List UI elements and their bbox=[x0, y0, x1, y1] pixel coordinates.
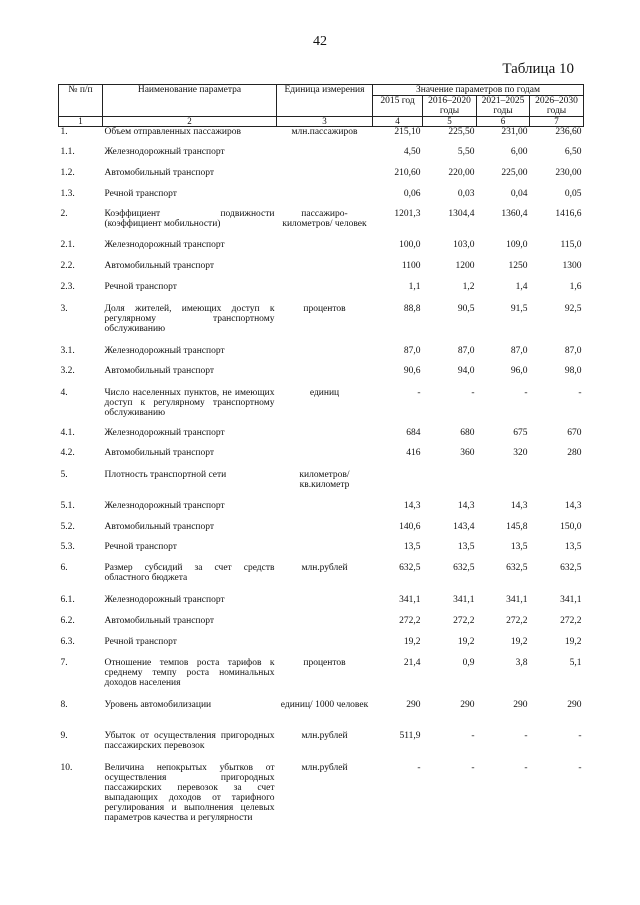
year-value: 632,5 bbox=[506, 562, 528, 573]
unit-of-measure: процентов bbox=[303, 657, 346, 668]
year-value: - bbox=[417, 762, 421, 773]
year-value: 14,3 bbox=[510, 500, 528, 511]
unit-of-measure bbox=[277, 542, 373, 563]
year-value: 87,0 bbox=[564, 345, 582, 356]
row-number: 1. bbox=[60, 127, 68, 137]
parameters-table bbox=[58, 84, 584, 845]
year-value: 0,9 bbox=[462, 657, 475, 668]
year-value: 0,03 bbox=[457, 188, 475, 199]
year-value: 684 bbox=[406, 427, 421, 438]
year-value: 14,3 bbox=[564, 500, 582, 511]
unit-of-measure bbox=[277, 261, 373, 282]
column-numbers-row bbox=[59, 117, 584, 127]
unit-of-measure: процентов bbox=[303, 303, 346, 314]
year-value: 5,1 bbox=[569, 657, 582, 668]
header-year: 2015 год bbox=[373, 96, 423, 117]
unit-of-measure bbox=[277, 616, 373, 637]
unit-of-measure: млн.рублей bbox=[301, 562, 348, 573]
year-value: 0,04 bbox=[510, 188, 528, 199]
year-value: - bbox=[578, 762, 582, 773]
year-value: 320 bbox=[513, 447, 528, 458]
row-number: 4.1. bbox=[60, 427, 75, 438]
year-value: 225,50 bbox=[448, 127, 475, 137]
year-value: - bbox=[524, 387, 528, 398]
unit-of-measure bbox=[277, 366, 373, 388]
row-number: 6.2. bbox=[60, 615, 75, 626]
row-number: 2.3. bbox=[60, 281, 75, 292]
parameter-name: Автомобильный транспорт bbox=[104, 615, 215, 626]
year-value: 91,5 bbox=[510, 303, 528, 314]
parameter-name: Автомобильный транспорт bbox=[104, 521, 215, 532]
year-value: 19,2 bbox=[403, 636, 421, 647]
parameter-name: Речной транспорт bbox=[104, 636, 177, 647]
row-number: 9. bbox=[60, 730, 68, 741]
unit-of-measure: единиц/ 1000 человек bbox=[280, 699, 369, 710]
year-value: 675 bbox=[513, 427, 528, 438]
year-value: - bbox=[578, 730, 582, 741]
parameter-name: Речной транспорт bbox=[104, 541, 177, 552]
table-row bbox=[59, 388, 584, 428]
column-number: 1 bbox=[59, 117, 103, 127]
row-number: 10. bbox=[60, 762, 73, 773]
header-num: № п/п bbox=[59, 85, 103, 117]
parameter-name: Автомобильный транспорт bbox=[104, 365, 215, 376]
row-number: 1.2. bbox=[60, 167, 75, 178]
unit-of-measure bbox=[277, 240, 373, 261]
header-year: 2021–2025 годы bbox=[477, 96, 530, 117]
year-value: 290 bbox=[460, 699, 475, 710]
table-row bbox=[59, 595, 584, 616]
year-value: 632,5 bbox=[560, 562, 582, 573]
parameter-name: Автомобильный транспорт bbox=[104, 447, 215, 458]
year-value: 272,2 bbox=[506, 615, 528, 626]
year-value: 290 bbox=[406, 699, 421, 710]
year-value bbox=[477, 470, 530, 501]
year-value: 143,4 bbox=[453, 521, 475, 532]
year-value: 341,1 bbox=[453, 594, 475, 605]
parameter-name: Уровень автомобилизации bbox=[104, 699, 212, 710]
table-row bbox=[59, 470, 584, 501]
year-value: 90,6 bbox=[403, 365, 421, 376]
year-value: 272,2 bbox=[560, 615, 582, 626]
row-number: 8. bbox=[60, 699, 68, 710]
parameter-name: Величина непокрытых убытков от осуществления пригородных пассажирских перевозок за счет выпадающих доходов от тарифного регулирования и выполнения целевых параметров качества и регулярности bbox=[104, 762, 275, 823]
year-value bbox=[530, 470, 584, 501]
unit-of-measure: млн.рублей bbox=[301, 762, 348, 773]
year-value: 1200 bbox=[455, 260, 475, 271]
year-value: 109,0 bbox=[506, 239, 528, 250]
parameter-name: Железнодорожный транспорт bbox=[104, 239, 225, 250]
year-value: - bbox=[471, 387, 475, 398]
year-value: - bbox=[524, 730, 528, 741]
column-number: 2 bbox=[103, 117, 277, 127]
unit-of-measure: млн.рублей bbox=[301, 730, 348, 741]
year-value: 3,8 bbox=[515, 657, 528, 668]
header-name: Наименование параметра bbox=[103, 85, 277, 117]
year-value: 88,8 bbox=[403, 303, 421, 314]
unit-of-measure bbox=[277, 448, 373, 470]
year-value: 140,6 bbox=[399, 521, 421, 532]
year-value: 0,05 bbox=[564, 188, 582, 199]
year-value: 236,60 bbox=[555, 127, 582, 137]
year-value: 6,00 bbox=[510, 146, 528, 157]
row-number: 3.2. bbox=[60, 365, 75, 376]
parameter-name: Доля жителей, имеющих доступ к регулярному транспортному обслуживанию bbox=[104, 303, 275, 334]
year-value: 13,5 bbox=[564, 541, 582, 552]
year-value: 90,5 bbox=[457, 303, 475, 314]
year-value: 87,0 bbox=[510, 345, 528, 356]
year-value: 4,50 bbox=[403, 146, 421, 157]
page-number: 42 bbox=[313, 34, 327, 49]
table-row bbox=[59, 240, 584, 261]
year-value: 670 bbox=[567, 427, 582, 438]
year-value: 1300 bbox=[562, 260, 582, 271]
parameter-name: Плотность транспортной сети bbox=[104, 469, 227, 480]
row-number: 5.1. bbox=[60, 500, 75, 511]
unit-of-measure: километров/ кв.километр bbox=[299, 469, 350, 490]
column-number: 7 bbox=[530, 117, 584, 127]
year-value: 272,2 bbox=[453, 615, 475, 626]
table-row bbox=[59, 700, 584, 731]
unit-of-measure bbox=[277, 282, 373, 304]
parameter-name: Железнодорожный транспорт bbox=[104, 500, 225, 511]
unit-of-measure bbox=[277, 189, 373, 209]
table-body bbox=[59, 127, 584, 845]
year-value: 5,50 bbox=[457, 146, 475, 157]
row-number: 5. bbox=[60, 469, 68, 480]
year-value: 1,6 bbox=[569, 281, 582, 292]
table-row bbox=[59, 522, 584, 542]
parameter-name: Железнодорожный транспорт bbox=[104, 146, 225, 157]
table-row bbox=[59, 637, 584, 658]
year-value: 1250 bbox=[508, 260, 528, 271]
column-number: 6 bbox=[477, 117, 530, 127]
row-number: 5.2. bbox=[60, 521, 75, 532]
year-value: 290 bbox=[513, 699, 528, 710]
parameter-name: Автомобильный транспорт bbox=[104, 260, 215, 271]
header-year: 2016–2020 годы bbox=[423, 96, 477, 117]
table-row bbox=[59, 448, 584, 470]
year-value: 341,1 bbox=[399, 594, 421, 605]
table-row bbox=[59, 304, 584, 346]
year-value: 21,4 bbox=[403, 657, 421, 668]
parameter-name: Размер субсидий за счет средств областного бюджета bbox=[104, 562, 275, 583]
unit-of-measure bbox=[277, 428, 373, 448]
year-value: 6,50 bbox=[564, 146, 582, 157]
table-row bbox=[59, 168, 584, 189]
unit-of-measure bbox=[277, 501, 373, 522]
parameter-name: Объем отправленных пассажиров bbox=[104, 127, 241, 137]
year-value: 272,2 bbox=[399, 615, 421, 626]
row-number: 6.3. bbox=[60, 636, 75, 647]
parameter-name: Железнодорожный транспорт bbox=[104, 427, 225, 438]
year-value: 215,10 bbox=[394, 127, 421, 137]
year-value: 145,8 bbox=[506, 521, 528, 532]
parameter-name: Железнодорожный транспорт bbox=[104, 345, 225, 356]
parameter-name: Речной транспорт bbox=[104, 281, 177, 292]
table-row bbox=[59, 147, 584, 168]
table-row bbox=[59, 282, 584, 304]
row-number: 2.1. bbox=[60, 239, 75, 250]
year-value: - bbox=[471, 762, 475, 773]
parameter-name: Число населенных пунктов, не имеющих доступ к регулярному транспортному обслуживанию bbox=[104, 387, 275, 418]
header-year: 2026–2030 годы bbox=[530, 96, 584, 117]
header-values-group: Значение параметров по годам bbox=[373, 85, 584, 96]
unit-of-measure: млн.пассажиров bbox=[291, 127, 358, 137]
column-number: 4 bbox=[373, 117, 423, 127]
year-value: 96,0 bbox=[510, 365, 528, 376]
year-value: 1304,4 bbox=[448, 208, 475, 219]
year-value: 19,2 bbox=[457, 636, 475, 647]
table-row bbox=[59, 127, 584, 147]
row-number: 4. bbox=[60, 387, 68, 398]
year-value: 280 bbox=[567, 447, 582, 458]
row-number: 6. bbox=[60, 562, 68, 573]
year-value: - bbox=[417, 387, 421, 398]
year-value: 94,0 bbox=[457, 365, 475, 376]
parameter-name: Коэффициент подвижности (коэффициент мобильности) bbox=[104, 208, 275, 229]
year-value: 0,06 bbox=[403, 188, 421, 199]
year-value: - bbox=[524, 762, 528, 773]
year-value: 680 bbox=[460, 427, 475, 438]
year-value: 13,5 bbox=[510, 541, 528, 552]
year-value bbox=[423, 470, 477, 501]
year-value: 511,9 bbox=[399, 730, 421, 741]
unit-of-measure bbox=[277, 147, 373, 168]
unit-of-measure bbox=[277, 346, 373, 366]
year-value: 341,1 bbox=[560, 594, 582, 605]
table-row bbox=[59, 616, 584, 637]
row-number: 1.3. bbox=[60, 188, 75, 199]
year-value: 1100 bbox=[401, 260, 421, 271]
year-value: 1,4 bbox=[515, 281, 528, 292]
year-value: - bbox=[578, 387, 582, 398]
row-number: 4.2. bbox=[60, 447, 75, 458]
year-value: 230,00 bbox=[555, 167, 582, 178]
table-row bbox=[59, 501, 584, 522]
year-value: 13,5 bbox=[457, 541, 475, 552]
year-value: 231,00 bbox=[501, 127, 528, 137]
year-value: 19,2 bbox=[510, 636, 528, 647]
year-value: 14,3 bbox=[403, 500, 421, 511]
unit-of-measure bbox=[277, 168, 373, 189]
year-value: 100,0 bbox=[399, 239, 421, 250]
table-row bbox=[59, 189, 584, 209]
year-value: 150,0 bbox=[560, 521, 582, 532]
parameter-name: Железнодорожный транспорт bbox=[104, 594, 225, 605]
table-row bbox=[59, 366, 584, 388]
year-value: 210,60 bbox=[394, 167, 421, 178]
year-value: 98,0 bbox=[564, 365, 582, 376]
year-value: 13,5 bbox=[403, 541, 421, 552]
row-number: 2. bbox=[60, 208, 68, 219]
year-value: 225,00 bbox=[501, 167, 528, 178]
year-value: 14,3 bbox=[457, 500, 475, 511]
year-value: 115,0 bbox=[560, 239, 582, 250]
year-value: 87,0 bbox=[403, 345, 421, 356]
parameter-name: Автомобильный транспорт bbox=[104, 167, 215, 178]
table-row bbox=[59, 209, 584, 240]
unit-of-measure: единиц bbox=[309, 387, 340, 398]
year-value: 632,5 bbox=[453, 562, 475, 573]
unit-of-measure: пассажиро-километров/ человек bbox=[282, 208, 367, 229]
year-value: 632,5 bbox=[399, 562, 421, 573]
column-number: 5 bbox=[423, 117, 477, 127]
table-title: Таблица 10 bbox=[502, 61, 574, 77]
row-number: 6.1. bbox=[60, 594, 75, 605]
table-row bbox=[59, 658, 584, 700]
parameter-name: Отношение темпов роста тарифов к среднему темпу роста номинальных доходов населения bbox=[104, 657, 275, 688]
unit-of-measure bbox=[277, 637, 373, 658]
unit-of-measure bbox=[277, 522, 373, 542]
table-row bbox=[59, 731, 584, 763]
year-value: 360 bbox=[460, 447, 475, 458]
header-unit: Единица измерения bbox=[277, 85, 373, 117]
row-number: 3. bbox=[60, 303, 68, 314]
year-value: 220,00 bbox=[448, 167, 475, 178]
year-value: 1360,4 bbox=[501, 208, 528, 219]
table-row bbox=[59, 542, 584, 563]
year-value: 1416,6 bbox=[555, 208, 582, 219]
year-value bbox=[373, 470, 423, 501]
row-number: 1.1. bbox=[60, 146, 75, 157]
table-row bbox=[59, 563, 584, 595]
year-value: 290 bbox=[567, 699, 582, 710]
row-number: 7. bbox=[60, 657, 68, 668]
parameter-name: Убыток от осуществления пригородных пассажирских перевозок bbox=[104, 730, 275, 751]
year-value: 1201,3 bbox=[394, 208, 421, 219]
year-value: 341,1 bbox=[506, 594, 528, 605]
year-value: 103,0 bbox=[453, 239, 475, 250]
row-number: 2.2. bbox=[60, 260, 75, 271]
year-value: 1,2 bbox=[462, 281, 475, 292]
parameter-name: Речной транспорт bbox=[104, 188, 177, 199]
year-value: 416 bbox=[406, 447, 421, 458]
table-row bbox=[59, 428, 584, 448]
year-value: - bbox=[471, 730, 475, 741]
table-row bbox=[59, 346, 584, 366]
table-row bbox=[59, 763, 584, 845]
column-number: 3 bbox=[277, 117, 373, 127]
year-value: 19,2 bbox=[564, 636, 582, 647]
row-number: 5.3. bbox=[60, 541, 75, 552]
unit-of-measure bbox=[277, 595, 373, 616]
year-value: 92,5 bbox=[564, 303, 582, 314]
year-value: 1,1 bbox=[408, 281, 421, 292]
row-number: 3.1. bbox=[60, 345, 75, 356]
table-row bbox=[59, 261, 584, 282]
year-value: 87,0 bbox=[457, 345, 475, 356]
